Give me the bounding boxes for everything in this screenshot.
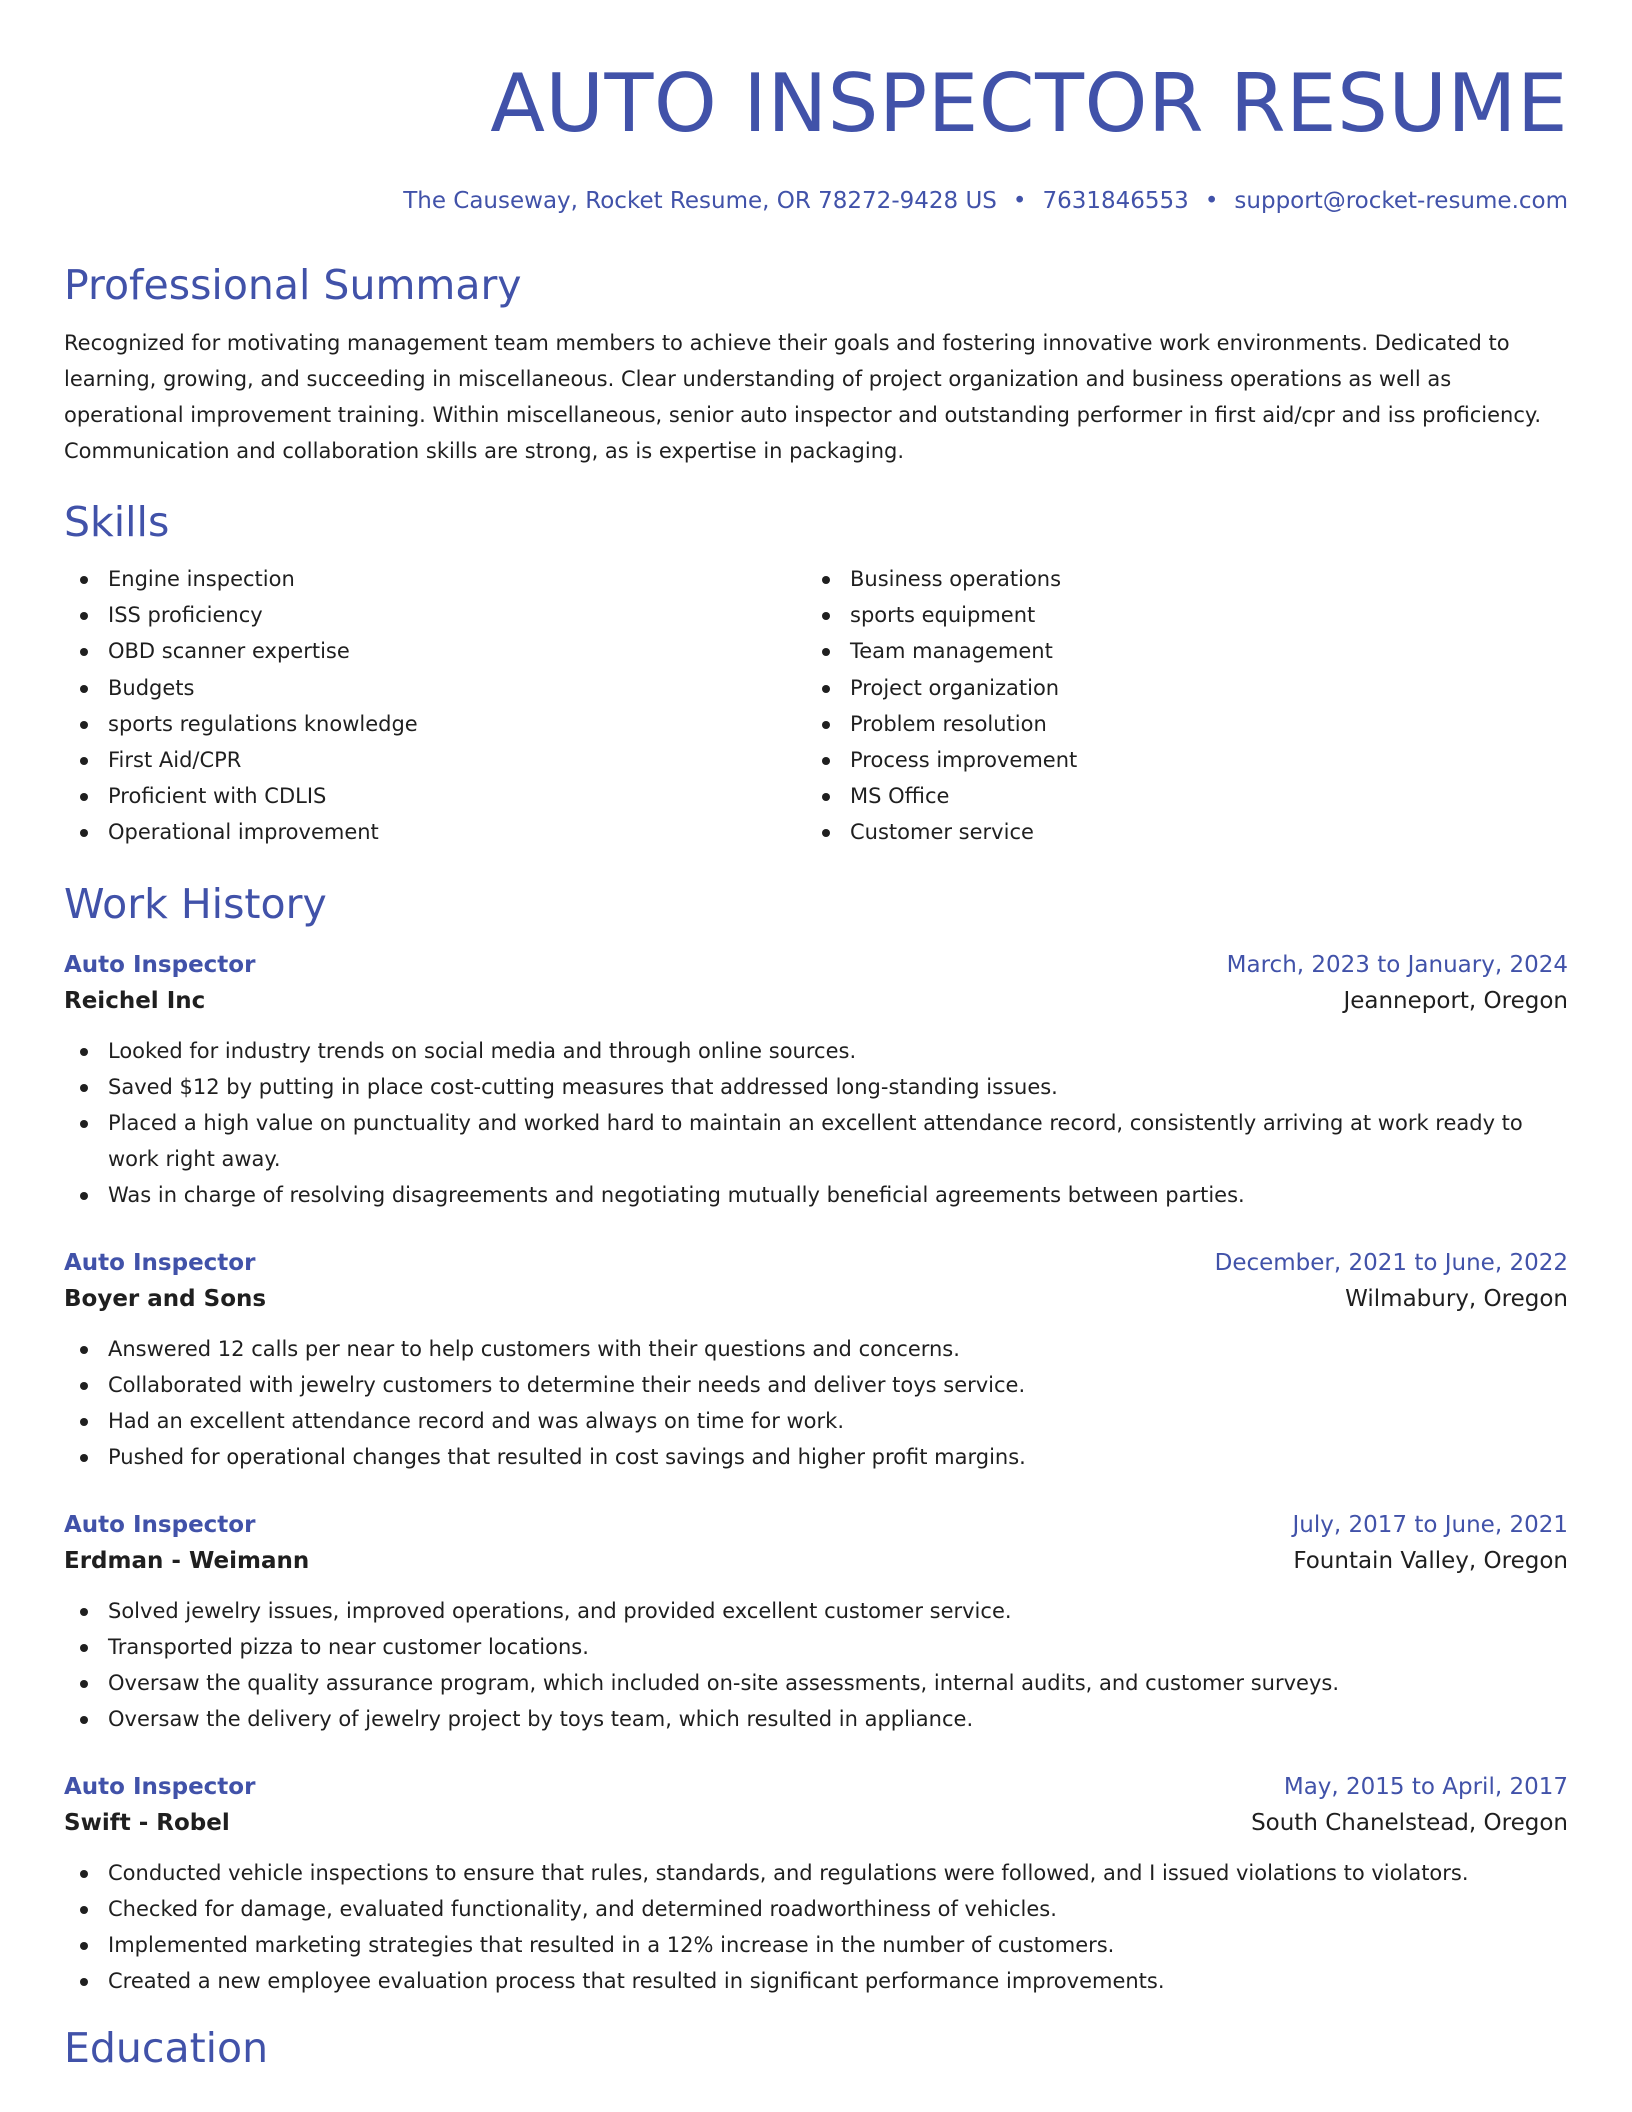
skill-item: Operational improvement [64,814,806,850]
job-title: Auto Inspector [64,951,256,978]
job-bullet: Saved $12 by putting in place cost-cutting measures that addressed long-standing issues. [64,1069,1568,1105]
job-subheader [64,983,1568,1019]
job-bullet: Implemented marketing strategies that resulted in a 12% increase in the number of customers. [64,1927,1568,1963]
skill-item: Engine inspection [64,561,806,597]
contact-email: support@rocket-resume.com [1234,188,1568,214]
contact-separator: • [1012,188,1027,214]
job-company: Reichel Inc [64,987,206,1014]
work-history-heading: Work History [64,879,327,928]
contact-address: The Causeway, Rocket Resume, OR 78272-9428 US [403,188,997,214]
job-dates: March, 2023 to January, 2024 [1226,951,1568,978]
job-entry [64,1507,1568,1737]
job-company: Boyer and Sons [64,1285,267,1312]
job-header [64,1769,1568,1805]
summary-text: Recognized for motivating management team members to achieve their goals and fostering innovative work environments. Dedicated to learning, growing, and succeeding in miscellaneous. Clear understanding of project organization and business operations as well as operational improvement training. Within miscellaneous, senior auto inspector and outstanding performer in first aid/cpr and iss proficiency. Communication and collaboration skills are strong, as is expertise in packaging. [64,331,1542,463]
skill-item: Business operations [806,561,1548,597]
job-location: South Chanelstead, Oregon [1251,1809,1568,1836]
job-dates: May, 2015 to April, 2017 [1283,1773,1568,1800]
job-title: Auto Inspector [64,1773,256,1800]
skill-item: First Aid/CPR [64,742,806,778]
job-bullet: Checked for damage, evaluated functionality, and determined roadworthiness of vehicles. [64,1891,1568,1927]
job-subheader [64,1281,1568,1317]
job-bullet: Conducted vehicle inspections to ensure that rules, standards, and regulations were followed, and I issued violations to violators. [64,1855,1568,1891]
summary-heading: Professional Summary [64,261,522,309]
skills-column-left [64,561,806,851]
job-bullet: Collaborated with jewelry customers to determine their needs and deliver toys service. [64,1367,1568,1403]
job-location: Fountain Valley, Oregon [1293,1547,1568,1574]
job-bullet: Placed a high value on punctuality and worked hard to maintain an excellent attendance record, consistently arriving at work ready to work right away. [64,1105,1568,1177]
job-bullet: Pushed for operational changes that resulted in cost savings and higher profit margins. [64,1439,1568,1475]
job-bullet: Was in charge of resolving disagreements and negotiating mutually beneficial agreements between parties. [64,1177,1568,1213]
job-entry [64,1245,1568,1475]
skill-item: ISS proficiency [64,597,806,633]
skill-item: MS Office [806,778,1548,814]
job-title: Auto Inspector [64,1249,256,1276]
skill-item: Budgets [64,670,806,706]
job-bullets [64,1331,1568,1475]
job-location: Wilmabury, Oregon [1345,1285,1568,1312]
job-bullet: Looked for industry trends on social media and through online sources. [64,1033,1568,1069]
skill-item: Proficient with CDLIS [64,778,806,814]
job-bullet: Created a new employee evaluation process that resulted in significant performance improvements. [64,1963,1568,1999]
contact-separator: • [1204,188,1219,214]
skill-item: Problem resolution [806,706,1548,742]
skill-item: sports equipment [806,597,1548,633]
education-heading: Education [64,2023,269,2072]
job-dates: December, 2021 to June, 2022 [1214,1249,1568,1276]
skills-column-right [806,561,1548,851]
contact-line [64,186,1568,216]
skill-item: sports regulations knowledge [64,706,806,742]
skills-heading: Skills [64,498,170,546]
skill-item: Process improvement [806,742,1548,778]
job-company: Swift - Robel [64,1809,230,1836]
skill-item: Customer service [806,814,1548,850]
skill-item: Team management [806,633,1548,669]
job-dates: July, 2017 to June, 2021 [1292,1511,1568,1538]
job-subheader [64,1543,1568,1579]
job-title: Auto Inspector [64,1511,256,1538]
job-subheader [64,1805,1568,1841]
job-bullets [64,1033,1568,1213]
job-bullet: Solved jewelry issues, improved operations, and provided excellent customer service. [64,1593,1568,1629]
job-bullet: Had an excellent attendance record and was always on time for work. [64,1403,1568,1439]
resume-title: AUTO INSPECTOR RESUME [490,57,1568,150]
job-bullet: Answered 12 calls per near to help customers with their questions and concerns. [64,1331,1568,1367]
job-bullet: Transported pizza to near customer locations. [64,1629,1568,1665]
job-company: Erdman - Weimann [64,1547,310,1574]
job-location: Jeanneport, Oregon [1343,987,1568,1014]
job-entry [64,1769,1568,1999]
job-entry [64,947,1568,1213]
job-bullet: Oversaw the quality assurance program, which included on-site assessments, internal audits, and customer surveys. [64,1665,1568,1701]
resume-page [64,0,1568,2073]
job-header [64,1507,1568,1543]
job-bullet: Oversaw the delivery of jewelry project by toys team, which resulted in appliance. [64,1701,1568,1737]
job-bullets [64,1593,1568,1737]
job-header [64,947,1568,983]
job-bullets [64,1855,1568,1999]
contact-phone: 7631846553 [1042,188,1189,214]
skill-item: Project organization [806,670,1548,706]
skill-item: OBD scanner expertise [64,633,806,669]
job-header [64,1245,1568,1281]
skills-list [64,561,1568,851]
